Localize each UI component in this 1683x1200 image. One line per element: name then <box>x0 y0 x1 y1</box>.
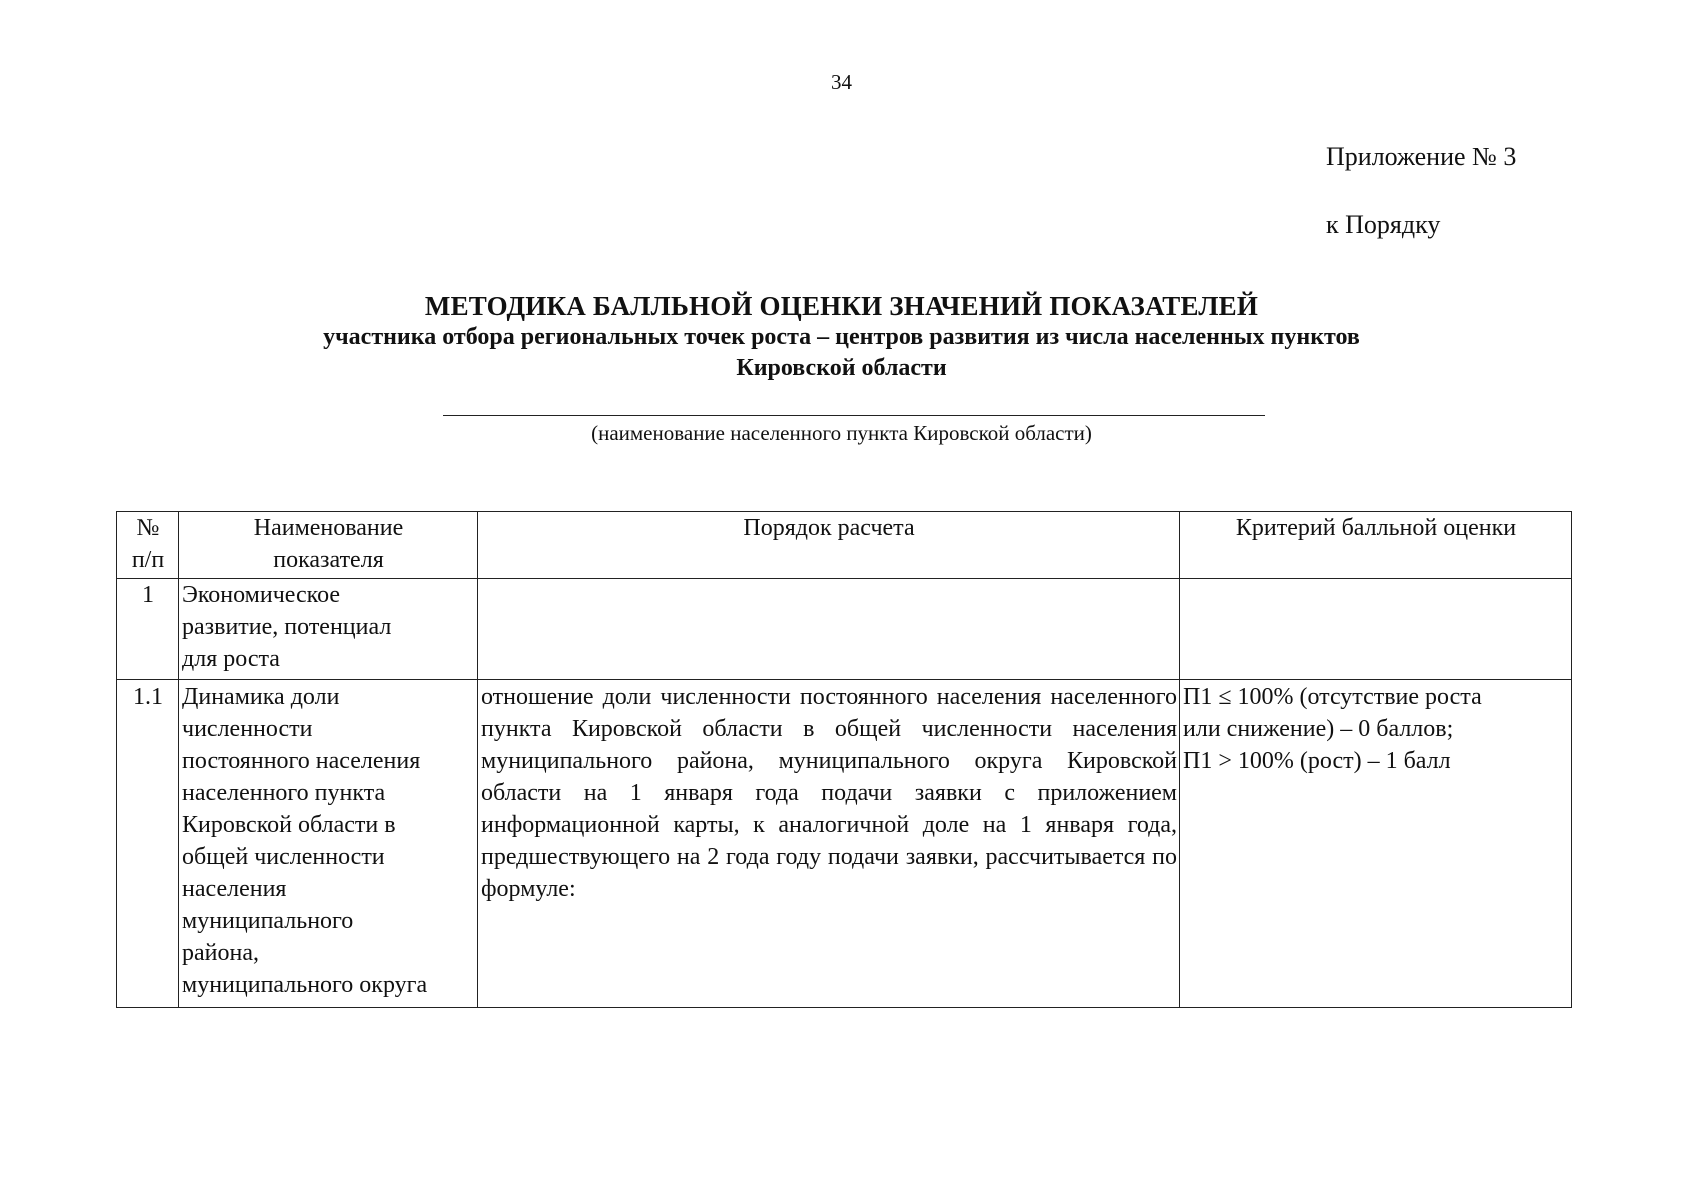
indicator-line: общей численности <box>182 844 385 870</box>
title-subtitle-line-1: участника отбора региональных точек роста – центров развития из числа населенных пунктов <box>323 324 1360 350</box>
row-number: 1.1 <box>117 680 179 1008</box>
criterion-line: или снижение) – 0 баллов; <box>1183 716 1454 742</box>
page-number: 34 <box>831 70 852 94</box>
header-number-line-2: п/п <box>131 547 165 573</box>
indicator-line: Экономическое <box>182 582 341 608</box>
indicator-line: Кировской области в <box>182 812 396 838</box>
header-indicator-line-1: Наименование <box>253 515 404 541</box>
appendix-number: Приложение № 3 <box>1326 142 1517 171</box>
indicator-line: населения <box>182 876 287 902</box>
appendix-reference <box>1326 123 1516 259</box>
indicator-line: постоянного населения <box>182 748 421 774</box>
indicator-line: Динамика доли <box>182 684 340 710</box>
indicator-line: населенного пункта <box>182 780 386 806</box>
indicator-line: для роста <box>182 646 280 672</box>
header-number-line-1: № <box>136 515 160 541</box>
fill-in-line <box>443 415 1265 416</box>
document-title <box>0 290 1683 384</box>
calculation-cell: отношение доли численности постоянного населения населенного пункта Кировской области в общей численности населения муниципального района, муниципального округа Кировской области на 1 января года подачи заявки с приложением информационной карты, к аналогичной доле на 1 января года, предшествующего на 2 года году подачи заявки, рассчитывается по формуле: <box>478 680 1180 1008</box>
row-number: 1 <box>117 579 179 680</box>
indicator-line: численности <box>182 716 313 742</box>
header-criterion: Критерий балльной оценки <box>1180 512 1572 579</box>
calculation-cell <box>478 579 1180 680</box>
appendix-target: к Порядку <box>1326 210 1441 239</box>
criterion-line: П1 > 100% (рост) – 1 балл <box>1183 748 1451 774</box>
fill-in-caption: (наименование населенного пункта Кировской области) <box>591 421 1092 445</box>
criterion-cell <box>1180 579 1572 680</box>
criteria-table <box>116 511 1572 1008</box>
indicator-cell <box>179 579 478 680</box>
indicator-line: развитие, потенциал <box>182 614 392 640</box>
indicator-line: района, <box>182 940 259 966</box>
title-subtitle-line-2: Кировской области <box>736 355 947 381</box>
indicator-line: муниципального <box>182 908 354 934</box>
table-row <box>117 579 1572 680</box>
header-calculation: Порядок расчета <box>478 512 1180 579</box>
table-row <box>117 680 1572 1008</box>
criterion-line: П1 ≤ 100% (отсутствие роста <box>1183 684 1482 710</box>
table-header-row <box>117 512 1572 579</box>
title-main: МЕТОДИКА БАЛЛЬНОЙ ОЦЕНКИ ЗНАЧЕНИЙ ПОКАЗАТЕЛЕЙ <box>424 291 1259 321</box>
header-indicator-line-2: показателя <box>273 547 384 573</box>
header-number <box>117 512 179 579</box>
indicator-cell <box>179 680 478 1008</box>
indicator-line: муниципального округа <box>182 972 428 998</box>
criterion-cell <box>1180 680 1572 1008</box>
header-indicator <box>179 512 478 579</box>
